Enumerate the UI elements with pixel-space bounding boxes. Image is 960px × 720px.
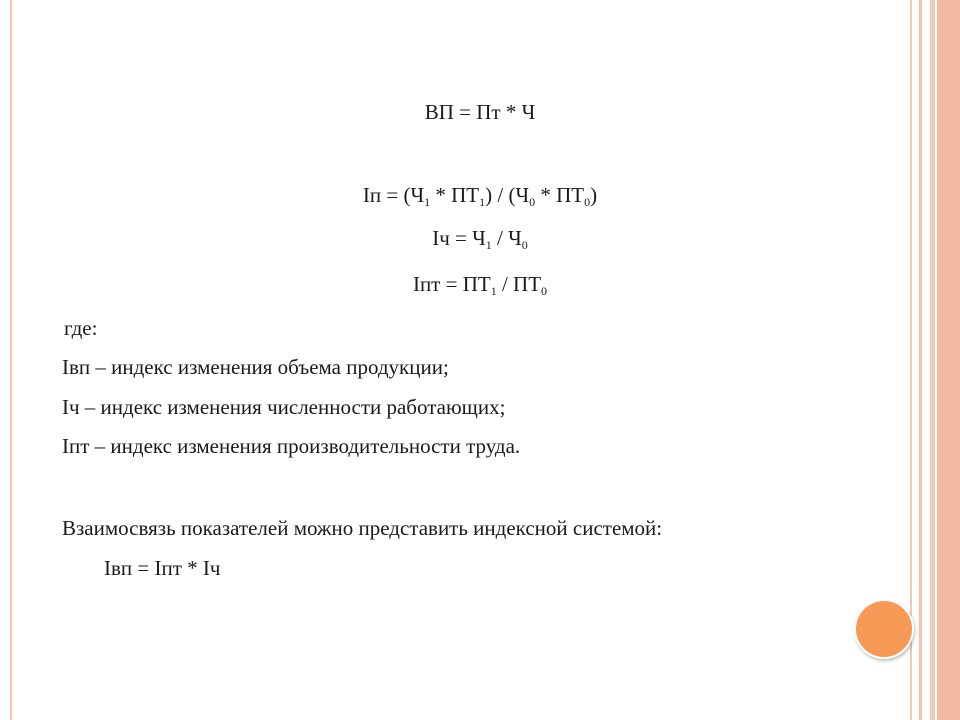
system-formula: Iвп = Iпт * Iч — [104, 556, 221, 580]
formula-ipt: Iпт = $ПТ_1 / ПТ_0$ — [412, 272, 548, 298]
definition-ich: Iч – индекс изменения численности работающих; — [62, 395, 506, 419]
where-label: где: — [64, 316, 98, 340]
system-intro-text: Взаимосвязь показателей можно представить индексной системой: — [62, 516, 663, 540]
formula-vp: ВП = Пт * Ч — [424, 100, 536, 124]
definition-ivp: Iвп – индекс изменения объема продукции; — [62, 355, 449, 379]
decorative-orange-circle — [854, 599, 914, 659]
formula-ich: Iч = $Ч_1 / Ч_0$ — [432, 226, 528, 252]
definition-ipt: Iпт – индекс изменения производительности труда. — [62, 434, 521, 458]
formula-ip: Iп = $(Ч_1 * ПТ_1) / (Ч_0 * ПТ_0)$ — [362, 183, 598, 209]
